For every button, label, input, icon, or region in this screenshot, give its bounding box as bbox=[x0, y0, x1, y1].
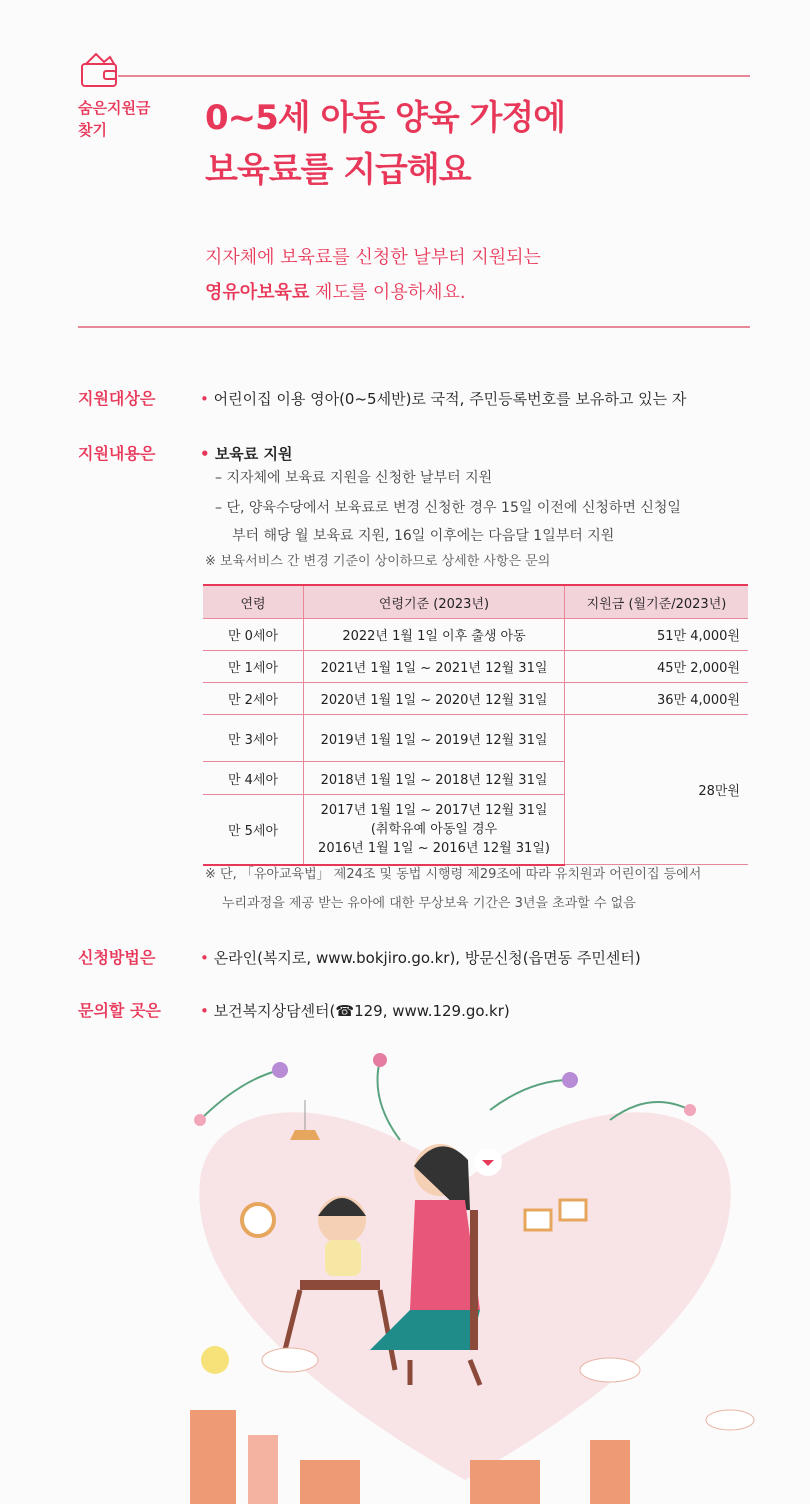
wallet-icon bbox=[80, 52, 118, 88]
page-title: 0~5세 아동 양육 가정에 보육료를 지급해요 bbox=[205, 98, 566, 190]
page-subtitle: 지자체에 보육료를 신청한 날부터 지원되는 영유아보육료 제도를 이용하세요. bbox=[205, 247, 541, 303]
table-header: 연령 bbox=[203, 585, 304, 619]
content-note: ※ 보육서비스 간 변경 기준이 상이하므로 상세한 사항은 문의 bbox=[205, 554, 551, 569]
target-text: • 어린이집 이용 영아(0~5세반)로 국적, 주민등록번호를 보유하고 있는 자 bbox=[200, 388, 686, 409]
table-row: 만 4세아 2018년 1월 1일 ~ 2018년 12월 31일 bbox=[203, 762, 748, 795]
table-row: 만 5세아 2017년 1월 1일 ~ 2017년 12월 31일 (취학유예 아동일 경우 2016년 1월 1일 ~ 2016년 12월 31일) bbox=[203, 795, 748, 865]
inquiry-text: • 보건복지상담센터(☎129, www.129.go.kr) bbox=[200, 1000, 510, 1021]
content-line3: 부터 해당 월 보육료 지원, 16일 이후에는 다음달 1일부터 지원 bbox=[232, 528, 615, 544]
inquiry-label: 문의할 곳은 bbox=[78, 1001, 161, 1020]
top-divider bbox=[118, 75, 750, 77]
phone-icon: ☎ bbox=[335, 1002, 355, 1020]
table-row: 만 3세아 2019년 1월 1일 ~ 2019년 12월 31일 28만원 bbox=[203, 715, 748, 762]
support-table bbox=[203, 584, 748, 866]
table-header: 연령기준 (2023년) bbox=[304, 585, 565, 619]
table-row: 만 0세아 2022년 1월 1일 이후 출생 아동 51만 4,000원 bbox=[203, 619, 748, 651]
apply-text: • 온라인(복지로, www.bokjiro.go.kr), 방문신청(읍면동 주민센터) bbox=[200, 947, 641, 968]
content-line2: – 단, 양육수당에서 보육료로 변경 신청한 경우 15일 이전에 신청하면 신청일 bbox=[215, 500, 681, 516]
footnote-line1: ※ 단, 「유아교육법」 제24조 및 동법 시행령 제29조에 따라 유치원과 어린이집 등에서 bbox=[205, 867, 702, 882]
footnote-line2: 누리과정을 제공 받는 유아에 대한 무상보육 기간은 3년을 초과할 수 없음 bbox=[222, 896, 636, 911]
content-line1: – 지자체에 보육료 지원을 신청한 날부터 지원 bbox=[215, 470, 493, 486]
mid-divider bbox=[78, 326, 750, 328]
table-header: 지원금 (월기준/2023년) bbox=[565, 585, 749, 619]
target-label: 지원대상은 bbox=[78, 389, 156, 408]
content-label: 지원내용은 bbox=[78, 444, 156, 463]
mother-feeding-baby-illustration bbox=[170, 1040, 760, 1504]
table-row: 만 1세아 2021년 1월 1일 ~ 2021년 12월 31일 45만 2,000원 bbox=[203, 651, 748, 683]
content-heading: • 보육료 지원 bbox=[200, 443, 293, 464]
section-tag: 숨은지원금 찾기 bbox=[78, 99, 151, 139]
table-row: 만 2세아 2020년 1월 1일 ~ 2020년 12월 31일 36만 4,000원 bbox=[203, 683, 748, 715]
apply-label: 신청방법은 bbox=[78, 948, 156, 967]
